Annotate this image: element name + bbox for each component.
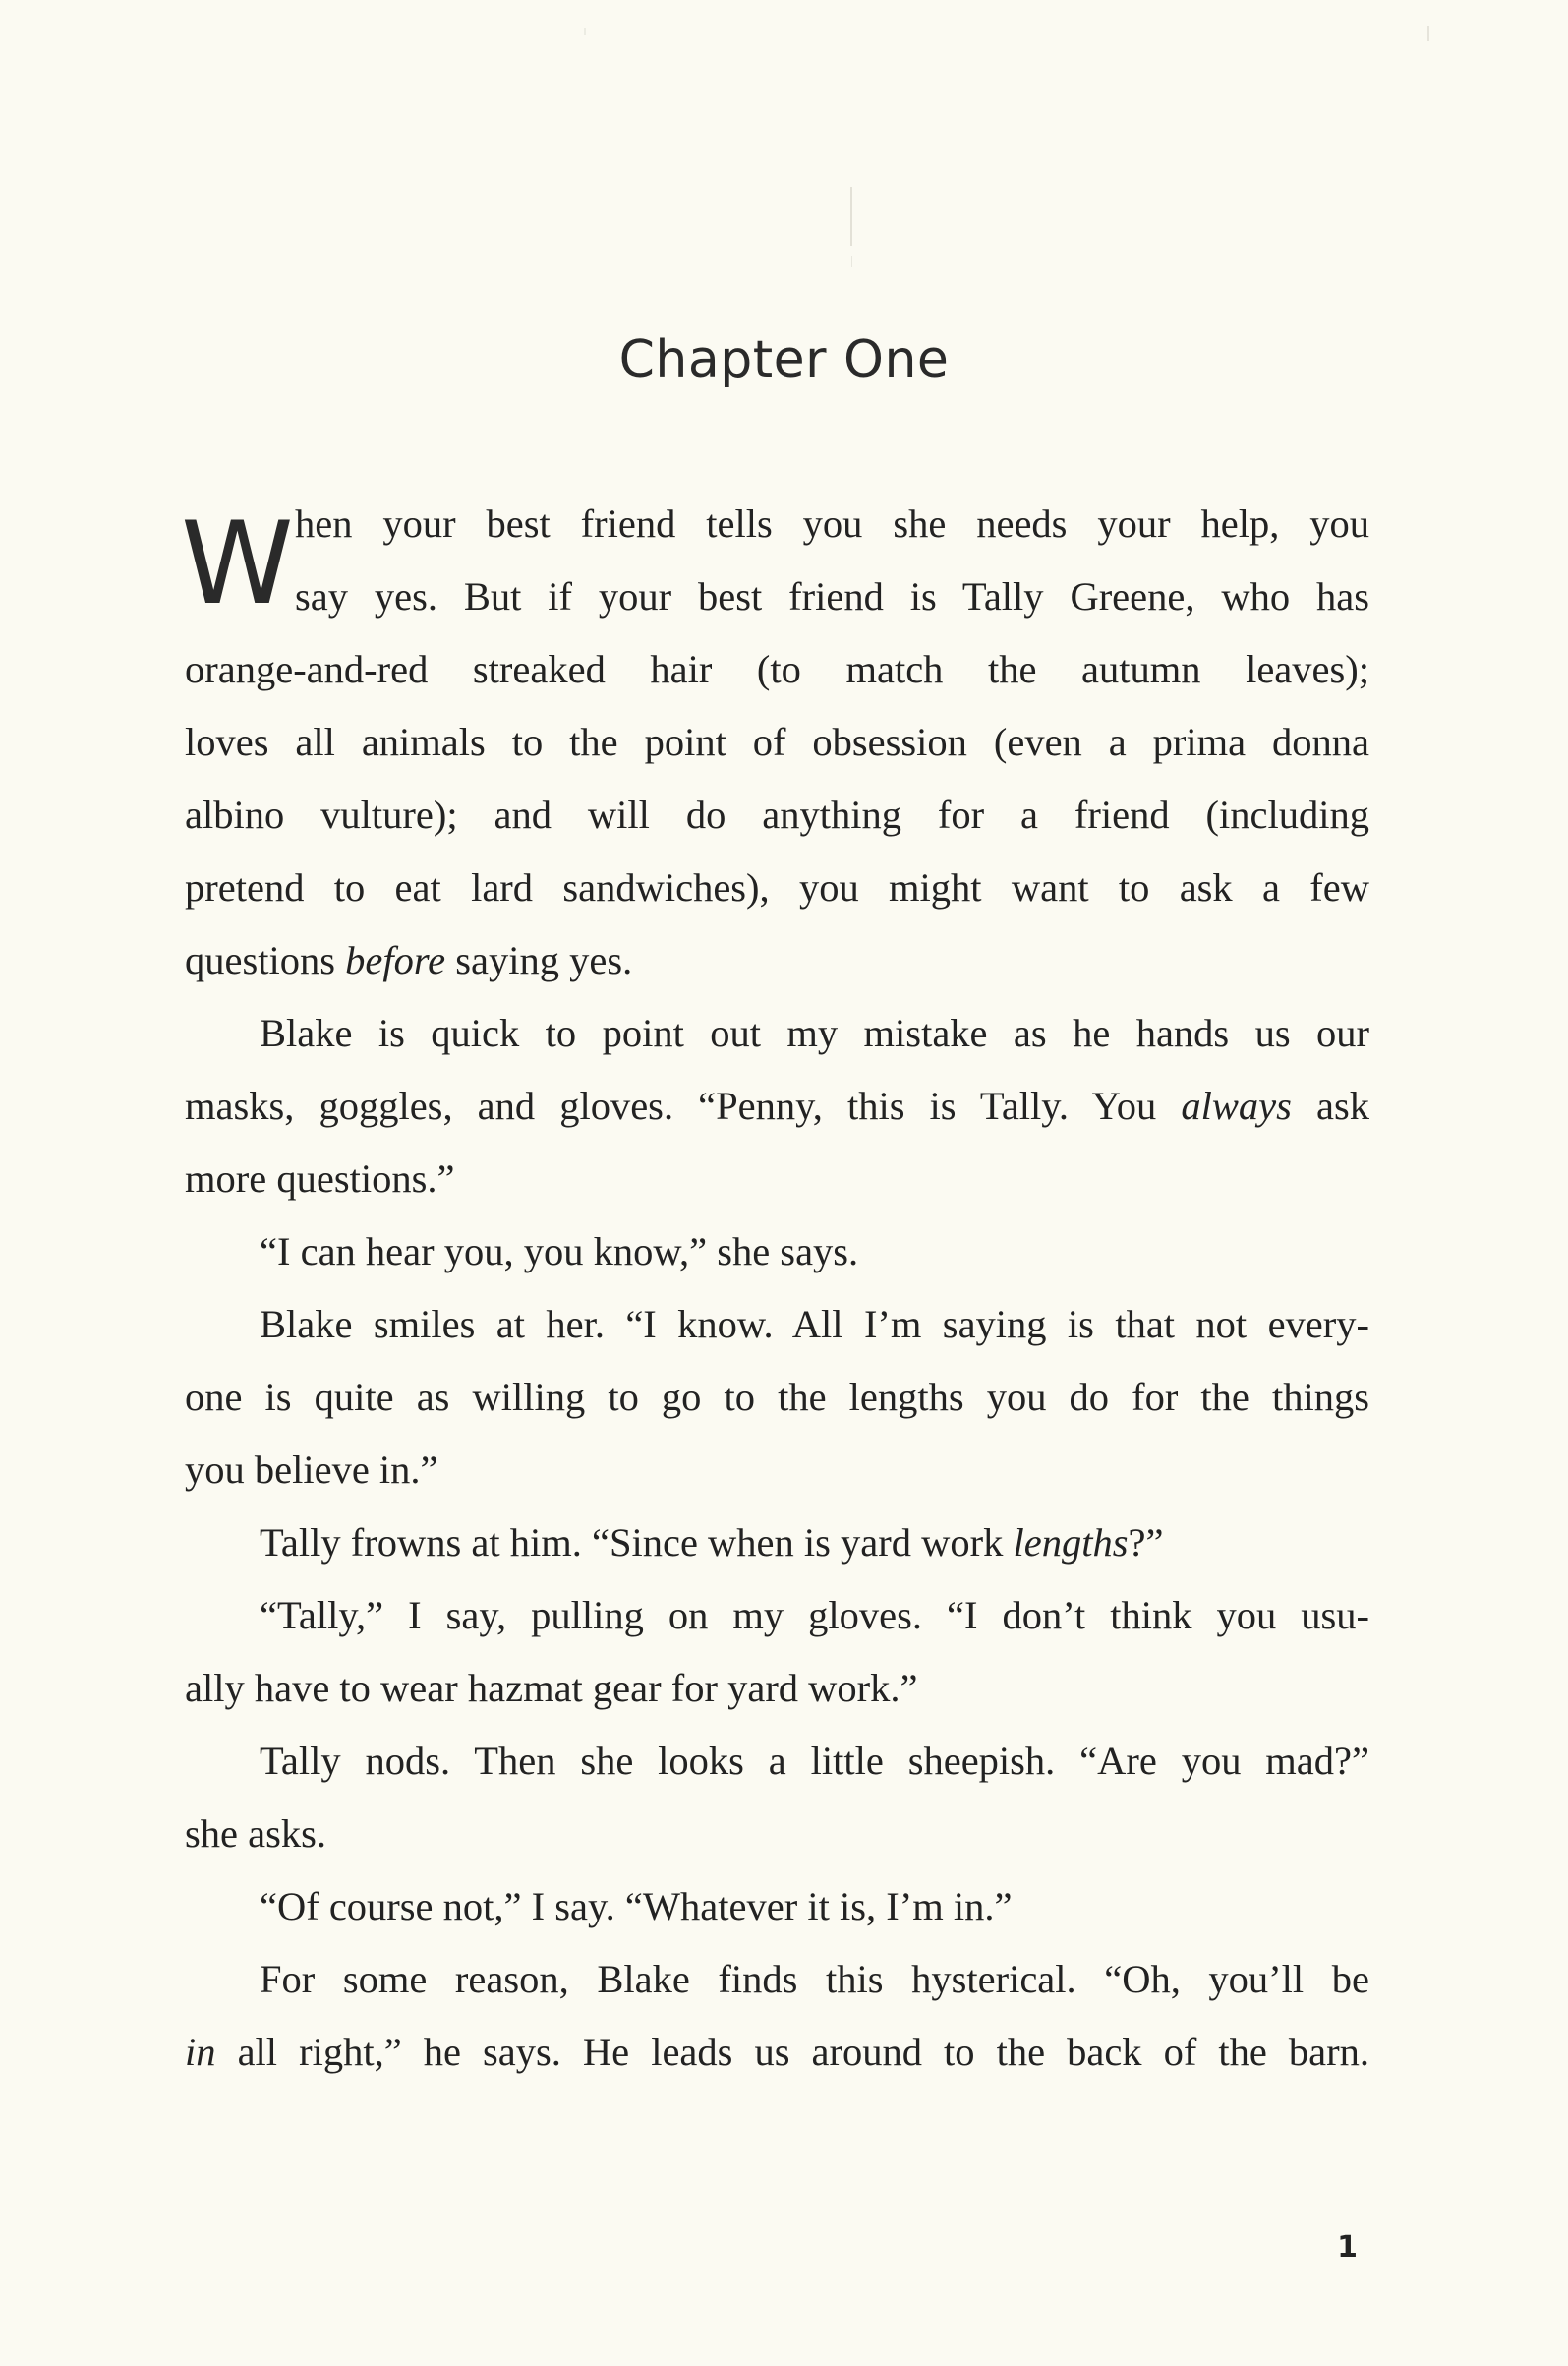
text-line: loves all animals to the point of obsession (even a prima donna: [185, 720, 1369, 764]
page-number: 1: [1337, 2230, 1358, 2265]
italic-text: before: [345, 938, 446, 982]
scan-artifact: [850, 187, 852, 246]
text-line: orange-and-red streaked hair (to match the autumn leaves);: [185, 647, 1369, 691]
text-line: [185, 1507, 1369, 1579]
scan-artifact: [1427, 26, 1429, 41]
text-line: Blake smiles at her. “I know. All I’m saying is that not every-: [260, 1302, 1369, 1346]
text-run: ask: [1291, 1084, 1369, 1128]
text-line: hen your best friend tells you she needs your help, you: [295, 502, 1369, 546]
italic-text: lengths: [1013, 1520, 1129, 1565]
text-line: one is quite as willing to go to the lengths you do for the things: [185, 1375, 1369, 1419]
chapter-body: [181, 488, 1369, 2089]
text-line: you believe in.”: [185, 1448, 438, 1492]
text-line: Blake is quick to point out my mistake as he hands us our: [260, 1011, 1369, 1055]
text-line: say yes. But if your best friend is Tally Greene, who has: [295, 574, 1369, 619]
text-run: ?”: [1128, 1520, 1164, 1565]
text-line: pretend to eat lard sandwiches), you might want to ask a few: [185, 865, 1369, 910]
text-line: albino vulture); and will do anything for a friend (including: [185, 793, 1369, 837]
chapter-title: Chapter One: [618, 330, 950, 389]
scan-artifact: [584, 28, 586, 35]
italic-text: always: [1181, 1084, 1292, 1128]
text-line: For some reason, Blake finds this hysterical. “Oh, you’ll be: [260, 1957, 1369, 2001]
italic-text: in: [185, 2030, 216, 2074]
scan-artifact: [851, 256, 852, 267]
text-run: saying yes.: [445, 938, 633, 982]
text-line: [185, 1070, 1369, 1143]
text-line: [185, 2016, 1369, 2089]
text-line: [185, 924, 1369, 997]
text-line: “I can hear you, you know,” she says.: [260, 1229, 859, 1273]
text-run: all right,” he says. He leads us around to the back of the barn.: [215, 2030, 1369, 2074]
text-run: questions: [185, 938, 346, 982]
text-line: Tally nods. Then she looks a little sheepish. “Are you mad?”: [260, 1739, 1369, 1783]
text-line: ally have to wear hazmat gear for yard work.”: [185, 1666, 918, 1710]
text-run: Tally frowns at him. “Since when is yard work: [260, 1520, 1014, 1565]
text-line: she asks.: [185, 1811, 326, 1856]
text-line: “Of course not,” I say. “Whatever it is, I’m in.”: [260, 1884, 1013, 1928]
drop-cap: W: [181, 498, 294, 630]
text-line: more questions.”: [185, 1156, 455, 1201]
text-line: “Tally,” I say, pulling on my gloves. “I don’t think you usu-: [260, 1593, 1369, 1637]
text-run: masks, goggles, and gloves. “Penny, this is Tally. You: [185, 1084, 1182, 1128]
